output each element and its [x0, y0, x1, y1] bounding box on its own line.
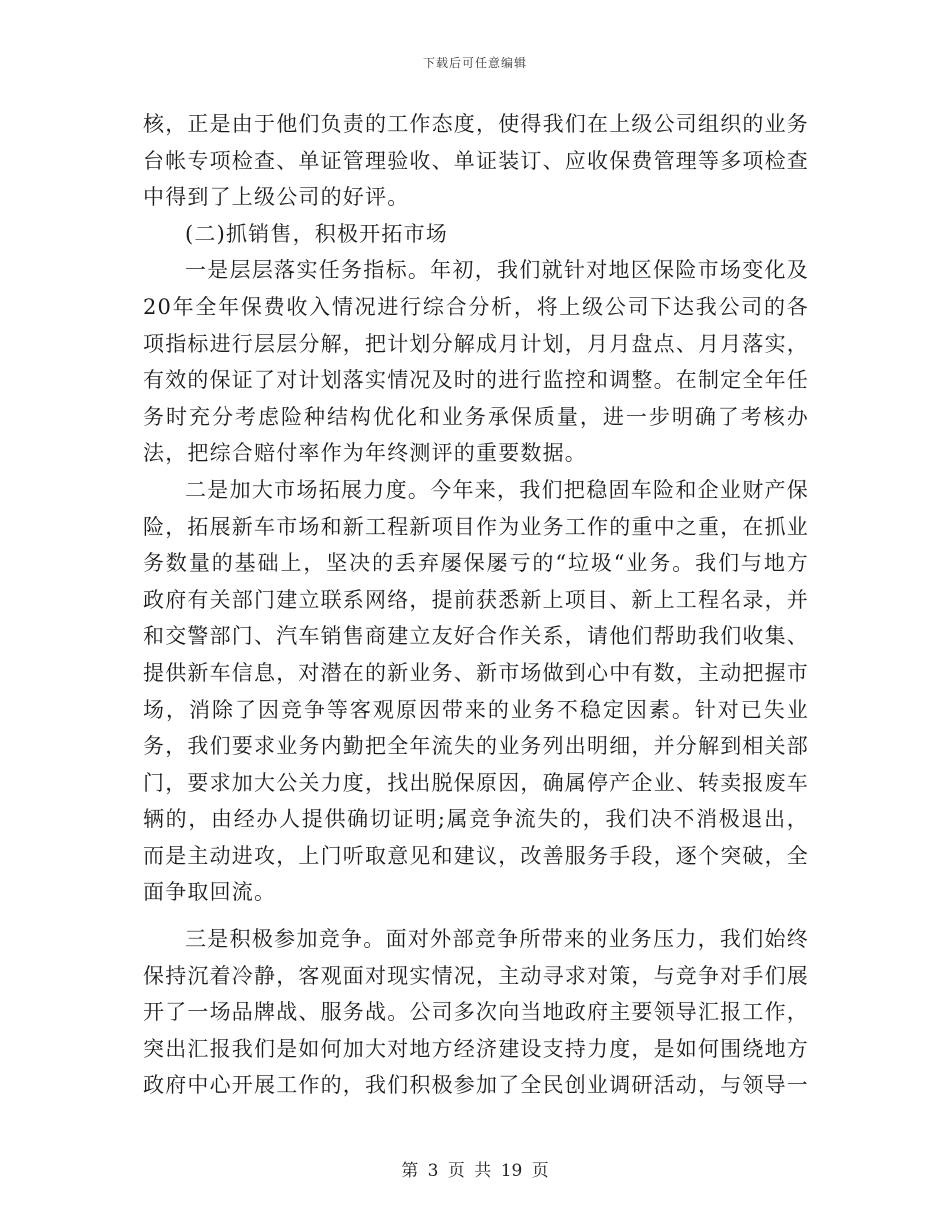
page-header: 下载后可任意编辑	[422, 56, 527, 70]
paragraph-task-targets: 一是层层落实任务指标。年初，我们就针对地区保险市场变化及20年全年保费收入情况进行综合分析，将上级公司下达我公司的各项指标进行层层分解，把计划分解成月计划，月月盘点、月月落实，有效的保证了对计划落实情况及时的进行监控和调整。在制定全年任务时充分考虑险种结构优化和业务承保质量，进一步明确了考核办法，把综合赔付率作为年终测评的重要数据。	[143, 258, 809, 466]
page-footer: 第 3 页 共 19 页	[401, 1161, 549, 1181]
paragraph-competition: 三是积极参加竞争。面对外部竞争所带来的业务压力，我们始终保持沉着冷静，客观面对现实情况，主动寻求对策，与竞争对手们展开了一场品牌战、服务战。公司多次向当地政府主要领导汇报工作，突出汇报我们是如何加大对地方经济建设支持力度，是如何围绕地方政府中心开展工作的，我们积极参加了全民创业调研活动，与领导一	[143, 927, 809, 1098]
section-heading: (二)抓销售，积极开拓市场	[185, 221, 448, 246]
paragraph-1: 核，正是由于他们负责的工作态度，使得我们在上级公司组织的业务台帐专项检查、单证管理验收、单证装订、应收保费管理等多项检查中得到了上级公司的好评。	[143, 112, 809, 210]
document-body	[143, 106, 809, 1104]
paragraph-market-expansion: 二是加大市场拓展力度。今年来，我们把稳固车险和企业财产保险，拓展新车市场和新工程新项目作为业务工作的重中之重，在抓业务数量的基础上，坚决的丢弃屡保屡亏的“垃圾“业务。我们与地方政府有关部门建立联系网络，提前获悉新上项目、新上工程名录，并和交警部门、汽车销售商建立友好合作关系，请他们帮助我们收集、提供新车信息，对潜在的新业务、新市场做到心中有数，主动把握市场，消除了因竞争等客观原因带来的业务不稳定因素。针对已失业务，我们要求业务内勤把全年流失的业务列出明细，并分解到相关部门，要求加大公关力度，找出脱保原因，确属停产企业、转卖报废车辆的，由经办人提供确切证明;属竞争流失的，我们决不消极退出，而是主动进攻，上门听取意见和建议，改善服务手段，逐个突破，全面争取回流。	[143, 477, 809, 905]
